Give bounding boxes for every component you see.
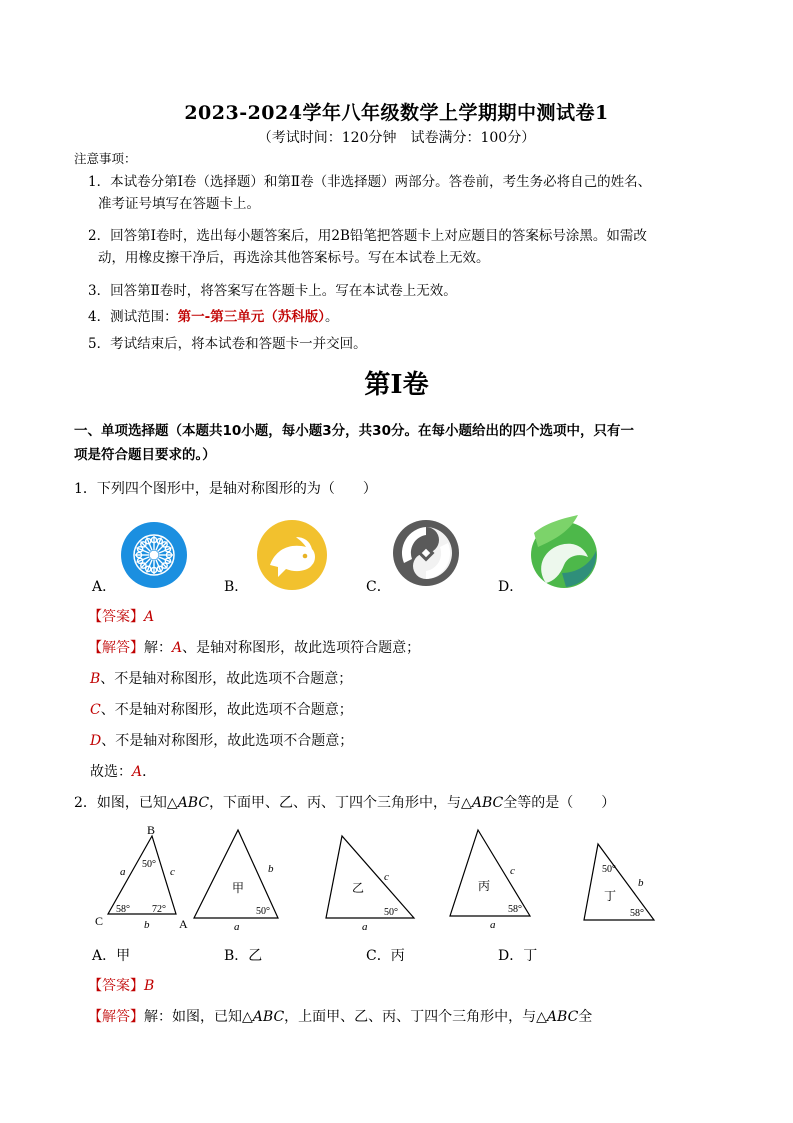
- part-heading: 一、单项选择题（本题共10小题，每小题3分，共30分。在每小题给出的四个选项中，只有一 项是符合题目要求的。）: [74, 423, 634, 463]
- svg-text:a: a: [234, 921, 240, 933]
- svg-text:C: C: [95, 914, 104, 928]
- q2-option-b: B．乙: [224, 948, 263, 964]
- svg-text:58°: 58°: [116, 904, 130, 915]
- q2-option-c: C．丙: [366, 948, 405, 964]
- svg-text:丁: 丁: [604, 889, 617, 903]
- notice-heading: 注意事项：: [74, 151, 137, 166]
- q1-solution-line-1: 【解答】解：A、是轴对称图形，故此选项符合题意；: [88, 640, 421, 656]
- yin-yang-icon: [392, 519, 460, 591]
- q2-solution-line-1: 【解答】解：如图，已知△ABC，上面甲、乙、丙、丁四个三角形中，与△ABC全: [88, 1009, 593, 1025]
- triangle-bing: [446, 826, 538, 938]
- notice-item-3: 3．回答第Ⅱ卷时，将答案写在答题卡上。写在本试卷上无效。: [88, 283, 457, 299]
- notice-item-5: 5．考试结束后，将本试卷和答题卡一并交回。: [88, 336, 367, 352]
- svg-text:a: a: [362, 921, 368, 933]
- question-1-stem: 1．下列四个图形中，是轴对称图形的为（ ）: [74, 481, 377, 497]
- svg-text:A: A: [179, 917, 188, 931]
- svg-text:b: b: [144, 919, 150, 931]
- svg-text:B: B: [147, 823, 156, 837]
- leaf-logo-icon: [526, 513, 602, 593]
- page-title: 2023-2024学年八年级数学上学期期中测试卷1: [184, 102, 609, 124]
- svg-text:乙: 乙: [352, 881, 365, 895]
- triangle-ding: [578, 838, 664, 932]
- svg-text:c: c: [510, 865, 515, 877]
- notice-item-2: 2．回答第Ⅰ卷时，选出每小题答案后，用2B铅笔把答题卡上对应题目的答案标号涂黑。如需改 动，用橡皮擦干净后，再选涂其他答案标号。写在本试卷上无效。: [88, 228, 647, 266]
- q2-answer: 【答案】B: [88, 978, 155, 994]
- svg-text:50°: 50°: [142, 859, 156, 870]
- svg-text:甲: 甲: [232, 881, 245, 895]
- test-scope: 第一-第三单元（苏科版）: [177, 309, 325, 325]
- question-2-stem: 2．如图，已知△ABC，下面甲、乙、丙、丁四个三角形中，与△ABC全等的是（ ）: [74, 795, 616, 811]
- q1-solution-line-4: D、不是轴对称图形，故此选项不合题意；: [90, 733, 354, 749]
- page-subtitle: （考试时间：120分钟 试卷满分：100分）: [257, 130, 536, 146]
- svg-text:50°: 50°: [602, 864, 616, 875]
- q1-solution-line-2: B、不是轴对称图形，故此选项不合题意；: [90, 671, 353, 687]
- q2-option-d: D．丁: [498, 948, 538, 964]
- fish-icon: [256, 519, 328, 595]
- svg-text:a: a: [120, 866, 126, 878]
- svg-text:72°: 72°: [152, 904, 166, 915]
- svg-text:a: a: [490, 919, 496, 931]
- q1-option-a-label: A．: [92, 579, 117, 595]
- section-title: 第Ⅰ卷: [364, 370, 429, 400]
- q2-option-a: A．甲: [92, 948, 131, 964]
- q1-conclusion: 故选：A．: [90, 764, 157, 780]
- svg-text:58°: 58°: [630, 908, 644, 919]
- notice-item-4: 4．测试范围：第一-第三单元（苏科版）。: [88, 309, 339, 325]
- q1-option-c-label: C．: [366, 579, 391, 595]
- svg-text:50°: 50°: [384, 907, 398, 918]
- q1-option-b-label: B．: [224, 579, 249, 595]
- notice-item-1: 1．本试卷分第Ⅰ卷（选择题）和第Ⅱ卷（非选择题）两部分。答卷前，考生务必将自己的姓名、 准考证号填写在答题卡上。: [88, 174, 652, 212]
- svg-text:c: c: [170, 866, 175, 878]
- svg-text:丙: 丙: [478, 879, 491, 893]
- svg-text:50°: 50°: [256, 906, 270, 917]
- triangle-jia: [188, 824, 288, 938]
- svg-text:b: b: [268, 863, 274, 875]
- q1-solution-line-3: C、不是轴对称图形，故此选项不合题意；: [90, 702, 353, 718]
- q1-option-d-label: D．: [498, 579, 524, 595]
- svg-text:c: c: [384, 871, 389, 883]
- reference-triangle-abc: [90, 822, 195, 936]
- triangle-yi: [322, 830, 422, 938]
- svg-text:58°: 58°: [508, 904, 522, 915]
- flower-icon: [120, 521, 188, 593]
- svg-text:b: b: [638, 877, 644, 889]
- q1-answer: 【答案】A: [88, 609, 155, 625]
